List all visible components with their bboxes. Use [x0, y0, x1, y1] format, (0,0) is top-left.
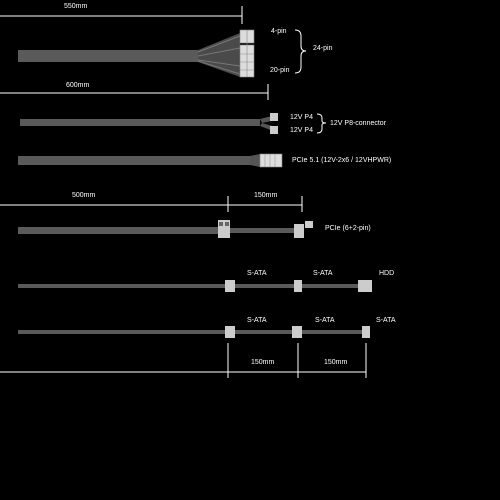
dimension-line-600mm — [0, 84, 268, 100]
dimension-line-550mm — [0, 6, 242, 24]
pcie51-cable — [18, 154, 282, 167]
cpu-p4-top-label: 12V P4 — [290, 114, 313, 121]
sata-sata3-label: S-ATA — [376, 317, 396, 324]
sata-sata2-label: S-ATA — [315, 317, 335, 324]
pcie51-label: PCIe 5.1 (12V-2x6 / 12VHPWR) — [292, 157, 392, 164]
sata-hdd-sata1-label: S-ATA — [247, 270, 267, 277]
sata-sata1-label: S-ATA — [247, 317, 267, 324]
sata-hdd-cable — [18, 280, 372, 292]
cpu-p8-label: 12V P8-connector — [330, 120, 387, 127]
row2-length-label: 600mm — [66, 82, 90, 89]
sata-hdd-sata2-label: S-ATA — [313, 270, 333, 277]
row4-length-label: 500mm — [72, 192, 96, 199]
row4-tail-length-label: 150mm — [254, 192, 278, 199]
atx-4pin-label: 4-pin — [271, 28, 287, 35]
bottom-150mm-a-label: 150mm — [251, 359, 275, 366]
dimension-line-500mm — [0, 196, 228, 212]
atx-brace — [295, 30, 306, 73]
atx-24pin-label: 24-pin — [313, 45, 333, 52]
pcie-cable — [18, 220, 313, 238]
cpu-cable — [20, 113, 278, 134]
atx-24pin-cable — [18, 33, 240, 77]
cpu-brace — [317, 114, 326, 133]
atx-connector — [240, 30, 254, 77]
sata-cable — [18, 326, 370, 338]
row1-length-label: 550mm — [64, 3, 88, 10]
atx-20pin-label: 20-pin — [270, 67, 290, 74]
pcie-label: PCIe (6+2-pin) — [325, 225, 371, 232]
hdd-label: HDD — [379, 270, 395, 277]
cpu-p4-bottom-label: 12V P4 — [290, 127, 313, 134]
bottom-150mm-b-label: 150mm — [324, 359, 348, 366]
